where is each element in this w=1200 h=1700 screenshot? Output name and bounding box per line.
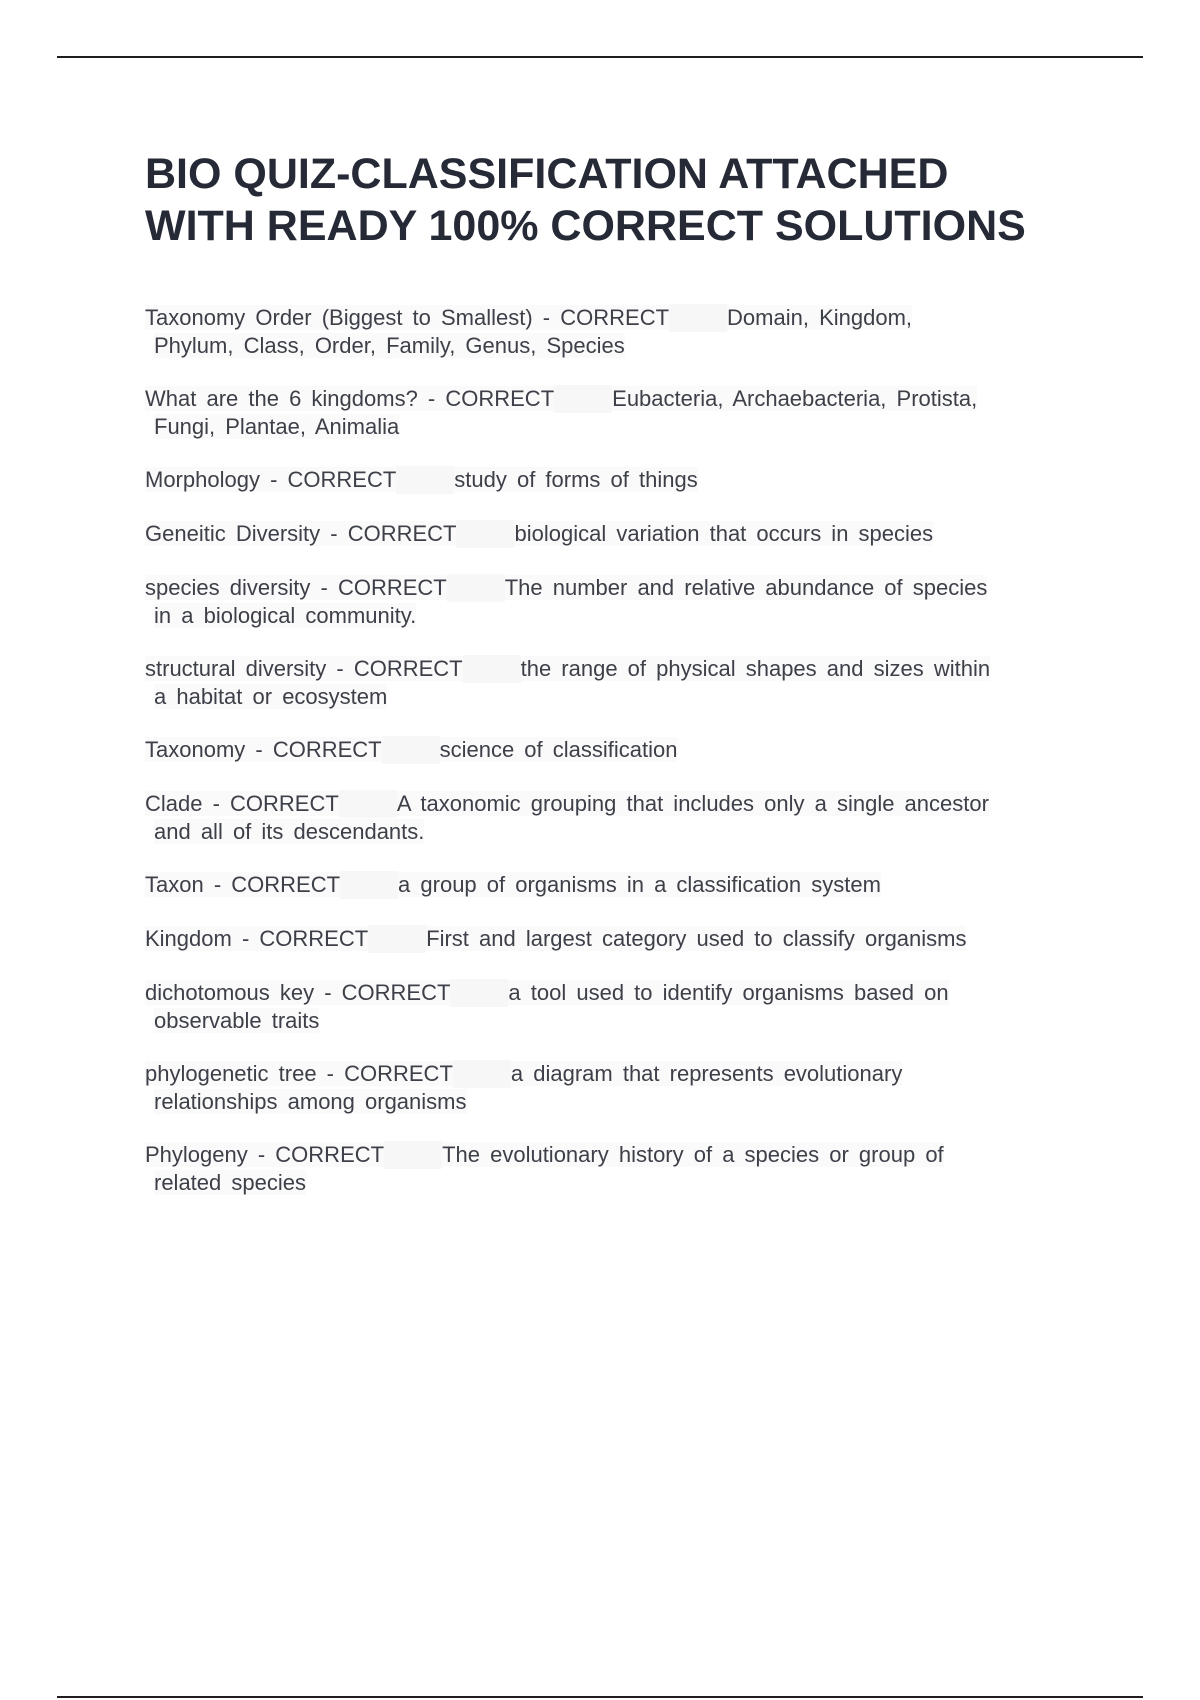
answer: The number and relative abundance of species xyxy=(504,575,988,600)
qa-item xyxy=(145,466,1085,494)
answer: a group of organisms in a classification system xyxy=(398,872,881,897)
qa-item xyxy=(145,736,1085,764)
qa-item xyxy=(145,979,1085,1035)
qa-line xyxy=(145,385,1085,413)
answer: First and largest category used to classify organisms xyxy=(426,926,967,951)
qa-item xyxy=(145,925,1085,953)
qa-item xyxy=(145,1141,1085,1197)
answer-continuation: relationships among organisms xyxy=(154,1089,467,1114)
qa-line xyxy=(145,304,1085,332)
question: Morphology - CORRECT xyxy=(145,467,397,492)
answer-continuation: related species xyxy=(154,1170,306,1195)
qa-line xyxy=(145,871,1085,899)
question: species diversity - CORRECT xyxy=(145,575,447,600)
qa-line xyxy=(145,736,1085,764)
answer: a tool used to identify organisms based on xyxy=(508,980,949,1005)
qa-list xyxy=(145,304,1085,1222)
title-line-2: WITH READY 100% CORRECT SOLUTIONS xyxy=(145,202,1026,250)
qa-item xyxy=(145,574,1085,630)
question: What are the 6 kingdoms? - CORRECT xyxy=(145,386,555,411)
qa-line xyxy=(145,979,1085,1007)
answer-continuation: observable traits xyxy=(154,1008,320,1033)
qa-line xyxy=(145,574,1085,602)
answer-continuation: in a biological community. xyxy=(154,603,417,628)
question: structural diversity - CORRECT xyxy=(145,656,463,681)
answer: A taxonomic grouping that includes only a single ancestor xyxy=(396,791,989,816)
question: Taxonomy Order (Biggest to Smallest) - CORRECT xyxy=(145,305,670,330)
qa-line xyxy=(145,1141,1085,1169)
qa-line xyxy=(145,520,1085,548)
qa-item xyxy=(145,1060,1085,1116)
answer-continuation: a habitat or ecosystem xyxy=(154,684,388,709)
qa-line xyxy=(145,790,1085,818)
answer: The evolutionary history of a species or group of xyxy=(442,1142,944,1167)
answer: the range of physical shapes and sizes within xyxy=(520,656,991,681)
answer: study of forms of things xyxy=(454,467,698,492)
qa-item xyxy=(145,520,1085,548)
question: dichotomous key - CORRECT xyxy=(145,980,451,1005)
qa-item xyxy=(145,304,1085,360)
qa-line xyxy=(145,1060,1085,1088)
answer-continuation: Fungi, Plantae, Animalia xyxy=(154,414,400,439)
answer-continuation: and all of its descendants. xyxy=(154,819,425,844)
qa-item xyxy=(145,385,1085,441)
question: Phylogeny - CORRECT xyxy=(145,1142,385,1167)
question: Taxonomy - CORRECT xyxy=(145,737,382,762)
title-line-1: BIO QUIZ-CLASSIFICATION ATTACHED xyxy=(145,150,949,198)
page-title xyxy=(145,148,1105,252)
qa-item xyxy=(145,790,1085,846)
qa-item xyxy=(145,871,1085,899)
question: Kingdom - CORRECT xyxy=(145,926,369,951)
answer: a diagram that represents evolutionary xyxy=(510,1061,903,1086)
answer-continuation: Phylum, Class, Order, Family, Genus, Species xyxy=(154,333,625,358)
qa-line xyxy=(145,655,1085,683)
question: phylogenetic tree - CORRECT xyxy=(145,1061,453,1086)
qa-line xyxy=(145,466,1085,494)
question: Clade - CORRECT xyxy=(145,791,339,816)
question: Taxon - CORRECT xyxy=(145,872,341,897)
qa-item xyxy=(145,655,1085,711)
answer: Domain, Kingdom, xyxy=(727,305,913,330)
top-divider xyxy=(57,56,1143,58)
question: Geneitic Diversity - CORRECT xyxy=(145,521,457,546)
bottom-divider xyxy=(57,1696,1143,1698)
answer: Eubacteria, Archaebacteria, Protista, xyxy=(612,386,978,411)
answer: biological variation that occurs in species xyxy=(514,521,934,546)
qa-line xyxy=(145,925,1085,953)
answer: science of classification xyxy=(439,737,678,762)
